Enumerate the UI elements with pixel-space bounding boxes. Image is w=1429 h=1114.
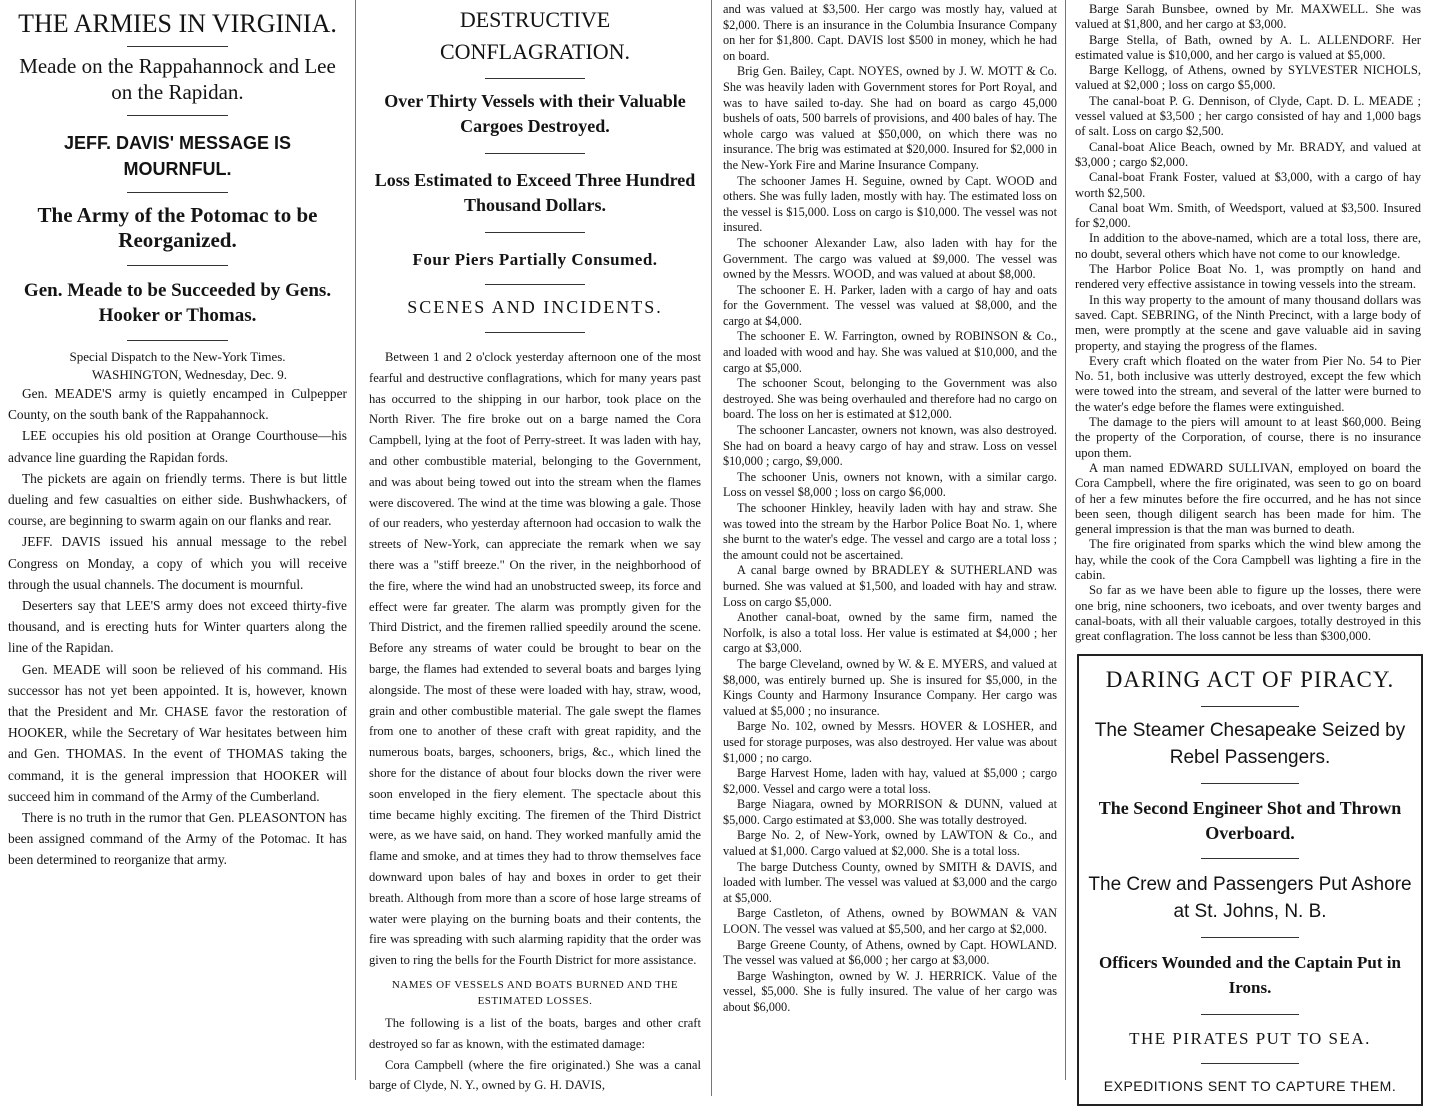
paragraph: Cora Campbell (where the fire originated.) She was a canal barge of Clyde, N. Y., owned by G. H. DAVIS, bbox=[369, 1057, 701, 1093]
divider bbox=[485, 232, 585, 233]
deck: Four Piers Partially Consumed. bbox=[412, 250, 658, 269]
paragraph: A man named EDWARD SULLIVAN, employed on board the Cora Campbell, where the fire originated, was seen to go on board of her a few minutes before the fire occurred, and he has not since been seen, though diligent search has been made for him. The general impression is that the man was burned to death. bbox=[1075, 460, 1421, 537]
deck: Over Thirty Vessels with their Valuable Cargoes Destroyed. bbox=[384, 91, 686, 136]
deck: THE PIRATES PUT TO SEA. bbox=[1129, 1029, 1371, 1049]
article-armies-in-virginia bbox=[0, 0, 356, 1080]
paragraph: There is no truth in the rumor that Gen. PLEASONTON has been assigned command of the Army of the Potomac. It has been determined to reorganize that army. bbox=[8, 810, 347, 868]
paragraph: Barge Castleton, of Athens, owned by BOWMAN & VAN LOON. The vessel was valued at $5,500, and her cargo at $2,000. bbox=[723, 906, 1057, 937]
paragraph: The schooner Alexander Law, also laden with hay for the Government. The cargo was valued at $9,000. The vessel was owned by the Messrs. WOOD, and was valued at about $8,000. bbox=[723, 235, 1057, 282]
paragraph: The Harbor Police Boat No. 1, was promptly on hand and rendered very effective assistance in towing vessels into the stream. bbox=[1075, 262, 1421, 292]
paragraph: The canal-boat P. G. Dennison, of Clyde, Capt. D. L. MEADE ; vessel valued at $3,500 ; her cargo consisted of hay and 1,000 bags of salt. Loss on cargo $2,500. bbox=[1075, 93, 1421, 139]
paragraph: The schooner Hinkley, heavily laden with hay and straw. She was towed into the stream by the Harbor Police Boat No. 1, where she burnt to the water's edge. The vessel and cargo are a total loss ; the amount could not be ascertained. bbox=[723, 501, 1057, 562]
deck: JEFF. DAVIS' MESSAGE IS MOURNFUL. bbox=[64, 133, 291, 179]
paragraph: Barge Greene County, of Athens, owned by Capt. HOWLAND. The vessel was valued at $6,000 ; her cargo at $3,000. bbox=[723, 937, 1057, 968]
deck: The Crew and Passengers Put Ashore at St. Johns, N. B. bbox=[1088, 874, 1412, 923]
paragraph: Gen. MEADE'S army is quietly encamped in Culpepper County, on the south bank of the Rappahannock. bbox=[8, 386, 347, 423]
paragraph: The damage to the piers will amount to at least $60,000. Being the property of the Corporation, of course, there is no insurance upon them. bbox=[1075, 415, 1421, 460]
divider bbox=[1201, 937, 1299, 938]
deck: Officers Wounded and the Captain Put in Irons. bbox=[1099, 953, 1401, 998]
paragraph: Barge Harvest Home, laden with hay, valued at $5,000 ; cargo $2,000. Vessel and cargo were a total loss. bbox=[723, 766, 1057, 796]
paragraph: Barge Washington, owned by W. J. HERRICK. Value of the vessel, $5,000. She is fully insured. The value of her cargo was about $6,000. bbox=[723, 968, 1057, 1014]
divider bbox=[485, 153, 585, 154]
paragraph: Every craft which floated on the water from Pier No. 54 to Pier No. 51, both inclusive was utterly destroyed, except the few which were towed into the stream, and several of the latter were burned to the water's edge before the flames were extinguished. bbox=[1075, 353, 1421, 414]
paragraph: Another canal-boat, owned by the same firm, named the Norfolk, is also a total loss. Her value is estimated at $4,000 ; her cargo at $3,000. bbox=[723, 610, 1057, 656]
deck: The Army of the Potomac to be Reorganized. bbox=[37, 203, 318, 252]
paragraph: So far as we have been able to figure up the losses, there were one brig, nine schooners, two iceboats, and over twenty barges and canal-boats, with all their valuable cargoes, totally destroyed in this great conflagration. The loss cannot be less than $300,000. bbox=[1075, 583, 1421, 644]
paragraph: Barge Niagara, owned by MORRISON & DUNN, valued at $5,000. Cargo estimated at $3,000. She was totally destroyed. bbox=[723, 797, 1057, 827]
paragraph: Barge Stella, of Bath, owned by A. L. ALLENDORF. Her estimated value is $10,000, and her cargo is valued at $5,000. bbox=[1075, 32, 1421, 62]
paragraph: In this way property to the amount of many thousand dollars was saved. Capt. SEBRING, of the Ninth Precinct, with a large body of men, were promptly at the scene and gave valuable aid in saving property, and staying the progress of the flames. bbox=[1075, 292, 1421, 353]
deck: Loss Estimated to Exceed Three Hundred Thousand Dollars. bbox=[374, 170, 696, 215]
divider bbox=[1201, 858, 1299, 859]
paragraph: In addition to the above-named, which are a total loss, there are, no doubt, several others which have not come to our knowledge. bbox=[1075, 231, 1421, 261]
divider bbox=[1201, 1063, 1299, 1064]
paragraph: Barge No. 2, of New-York, owned by LAWTON & Co., and valued at $1,000. Cargo valued at $2,000. She is a total loss. bbox=[723, 828, 1057, 859]
paragraph: and was valued at $3,500. Her cargo was mostly hay, valued at $2,000. There is an insurance in the Columbia Insurance Company on her for $1,800. Capt. DAVIS lost $500 in money, which he had on board. bbox=[723, 2, 1057, 63]
paragraph: LEE occupies his old position at Orange Courthouse—his advance line guarding the Rapidan fords. bbox=[8, 428, 347, 465]
paragraph: A canal barge owned by BRADLEY & SUTHERLAND was burned. She was valued at $1,500, and loaded with hay and straw. Loss on cargo $5,000. bbox=[723, 563, 1057, 609]
paragraph: Deserters say that LEE'S army does not exceed thirty-five thousand, and is erecting huts for Winter quarters along the line of the Rapidan. bbox=[8, 598, 347, 656]
paragraph: The schooner E. W. Farrington, owned by ROBINSON & Co., and loaded with wood and hay. She was valued at $10,000, and the cargo at $5,000. bbox=[723, 329, 1057, 375]
divider bbox=[1201, 783, 1299, 784]
headline: DARING ACT OF PIRACY. bbox=[1105, 667, 1395, 693]
article-conflagration bbox=[357, 0, 712, 1096]
divider bbox=[127, 192, 229, 193]
paragraph: Canal-boat Frank Foster, valued at $3,000, with a cargo of hay worth $2,500. bbox=[1075, 170, 1421, 200]
paragraph: Gen. MEADE will soon be relieved of his command. His successor has not yet been appointed. It is, however, known that the President and Mr. CHASE favor the restoration of HOOKER, while the Secretary of War hesitates between him and Gen. THOMAS. In the event of THOMAS taking the command, it is the general impression that HOOKER will succeed him in command of the Army of the Cumberland. bbox=[8, 661, 347, 804]
paragraph: Barge No. 102, owned by Messrs. HOVER & LOSHER, and used for storage purposes, was also destroyed. Her value was about $1,000 ; no cargo. bbox=[723, 719, 1057, 765]
deck: Gen. Meade to be Succeeded by Gens. Hooker or Thomas. bbox=[23, 280, 332, 326]
vessel-loss-list-continued bbox=[1067, 0, 1429, 1114]
divider bbox=[485, 284, 585, 285]
paragraph: The barge Dutchess County, owned by SMITH & DAVIS, and loaded with lumber. The vessel was valued at $3,000 and the cargo at $5,000. bbox=[723, 859, 1057, 905]
divider bbox=[127, 115, 229, 116]
dispatch-line: Special Dispatch to the New-York Times. bbox=[69, 349, 286, 364]
divider bbox=[1201, 706, 1299, 707]
divider bbox=[485, 332, 585, 333]
divider bbox=[127, 265, 229, 266]
divider bbox=[485, 78, 585, 79]
paragraph: The pickets are again on friendly terms. There is but little dueling and few casualties on either side. Bushwhackers, of course, are beginning to swarm again on our flanks and rear. bbox=[8, 470, 347, 529]
deck: Meade on the Rappahannock and Lee on the Rapidan. bbox=[19, 54, 336, 104]
paragraph: Canal boat Wm. Smith, of Weedsport, valued at $3,500. Insured for $2,000. bbox=[1075, 200, 1421, 231]
paragraph: Canal-boat Alice Beach, owned by Mr. BRADY, and valued at $3,000 ; cargo $2,000. bbox=[1075, 139, 1421, 169]
divider bbox=[1201, 1014, 1299, 1015]
paragraph: Brig Gen. Bailey, Capt. NOYES, owned by J. W. MOTT & Co. She was heavily laden with Government stores for Port Royal, and was to have sailed to-day. She had on board as cargo 45,000 bushels of oats, 500 barrels of provisions, and 400 bales of hay. The whole cargo was valued at $50,000, on which there was no insurance. The brig was estimated at $20,000. Insured for $2,000 in the New-York Fire and Marine Insurance Company. bbox=[723, 64, 1058, 172]
paragraph: The schooner E. H. Parker, laden with a cargo of hay and oats for the Government. The vessel was valued at $8,000, and the cargo at $4,000. bbox=[723, 282, 1057, 328]
headline: DESTRUCTIVE CONFLAGRATION. bbox=[439, 7, 631, 64]
deck: The Steamer Chesapeake Seized by Rebel Passengers. bbox=[1094, 720, 1406, 769]
paragraph: Barge Kellogg, of Athens, owned by SYLVESTER NICHOLS, valued at $2,000 ; loss on cargo $5,000. bbox=[1075, 63, 1421, 93]
subhead: NAMES OF VESSELS AND BOATS BURNED AND THE ESTIMATED LOSSES. bbox=[391, 978, 679, 1007]
paragraph: Barge Sarah Bunsbee, owned by Mr. MAXWELL. She was valued at $1,800, and her cargo at $3,000. bbox=[1075, 2, 1421, 32]
paragraph: The schooner Scout, belonging to the Government was also destroyed. She was being overhauled and therefore had no cargo on board. The loss on her is estimated at $12,000. bbox=[723, 376, 1057, 422]
paragraph: The schooner Lancaster, owners not known, was also destroyed. She had on board a heavy cargo of hay and straw. Loss on vessel $10,000 ; cargo, $9,000. bbox=[723, 423, 1057, 469]
divider bbox=[127, 340, 229, 341]
divider bbox=[127, 46, 229, 47]
deck: The Second Engineer Shot and Thrown Overboard. bbox=[1098, 798, 1402, 844]
dateline: WASHINGTON, Wednesday, Dec. 9. bbox=[91, 367, 287, 382]
paragraph: The schooner Unis, owners not known, with a similar cargo. Loss on vessel $8,000 ; loss on cargo $6,000. bbox=[723, 469, 1057, 500]
deck: EXPEDITIONS SENT TO CAPTURE THEM. bbox=[1103, 1078, 1397, 1095]
article-daring-act-of-piracy bbox=[1077, 654, 1423, 1106]
deck: SCENES AND INCIDENTS. bbox=[407, 297, 663, 317]
vessel-loss-list bbox=[713, 0, 1066, 1080]
paragraph: The fire originated from sparks which the wind blew among the hay, while the cook of the Cora Campbell was lighting a fire in the cabin. bbox=[1075, 537, 1421, 582]
paragraph: The following is a list of the boats, barges and other craft destroyed so far as known, with the estimated damage: bbox=[369, 1015, 701, 1051]
paragraph: Between 1 and 2 o'clock yesterday afternoon one of the most fearful and destructive conflagrations, which for many years past has occurred to the shipping in our harbor, took place on the North River. The fire broke out on a barge named the Cora Campbell, lying at the foot of Perry-street. It was laden with hay, and other combustible material, belonging to the Government, and was about being towed out into the stream when the flames were discovered. The wind at the time was blowing a gale. Those of our readers, who yesterday afternoon had occasion to walk the streets of New-York, can appreciate the remark when we say there was a "stiff breeze." On the river, in the neighborhood of the fire, where the wind had an unobstructed sweep, its force and effect were far greater. The alarm was promptly given for the Third District, and the firemen rallied speedily around the scene. Before any streams of water could be brought to bear on the barge, the flames had extended to several boats and barges lying alongside. The most of these were loaded with hay, straw, wood, grain and other combustible material. The gale swept the flames from one to another of these craft with great rapidity, and the numerous boats, barges, schooners, brigs, &c., which lined the shore for the distance of about four blocks down the river were soon enveloped in the fiery element. The spectacle about this time became highly exciting. The firemen of the Third District were, as we have said, on hand. They worked manfully amid the flame and smoke, and at times they had to throw themselves face downward upon bales of hay and boxes in order to get their breath. Although from more than a score of hose large streams of water were playing on the burning boats and their contents, the fire was spreading with such alarming rapidity that the order was given to ring the bells for the Fourth District for more assistance. bbox=[369, 350, 701, 968]
paragraph: The barge Cleveland, owned by W. & E. MYERS, and valued at $8,000, was entirely burned up. She is insured for $5,000, in the Kings County and Harmony Insurance Company. Her cargo was valued at $5,000 ; no insurance. bbox=[723, 656, 1057, 718]
paragraph: The schooner James H. Seguine, owned by Capt. WOOD and others. She was fully laden, mostly with hay. The estimated loss on the vessel is $15,000. Loss on cargo is $10,000. The vessel was not insured. bbox=[723, 173, 1057, 235]
headline: THE ARMIES IN VIRGINIA. bbox=[18, 9, 337, 38]
paragraph: JEFF. DAVIS issued his annual message to the rebel Congress on Monday, a copy of which you will receive through the usual channels. The document is mournful. bbox=[8, 534, 347, 592]
